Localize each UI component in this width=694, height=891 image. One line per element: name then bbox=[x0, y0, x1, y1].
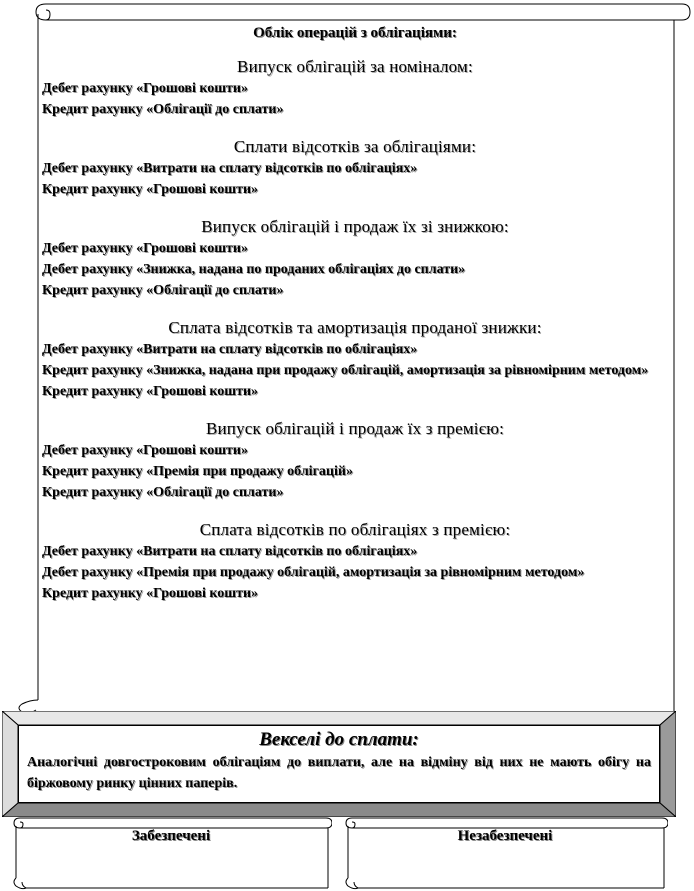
entry-line: Дебет рахунку «Грошові кошти» bbox=[42, 241, 248, 256]
entry-line: Кредит рахунку «Облігації до сплати» bbox=[42, 485, 284, 500]
section-discount-amortization bbox=[42, 317, 668, 402]
entry-line: Дебет рахунку «Знижка, надана по проданих облігаціях до сплати» bbox=[42, 262, 466, 277]
entry-line: Дебет рахунку «Витрати на сплату відсотків по облігаціях» bbox=[42, 161, 418, 176]
section-par-issue bbox=[42, 56, 668, 120]
entry-line: Кредит рахунку «Облігації до сплати» bbox=[42, 102, 284, 117]
bills-payable-content bbox=[18, 725, 660, 803]
entry-line: Дебет рахунку «Премія при продажу облігацій, амортизація за рівномірним методом» bbox=[42, 565, 585, 580]
secured-scroll bbox=[10, 816, 332, 890]
entry-line: Кредит рахунку «Грошові кошти» bbox=[42, 182, 259, 197]
section-title: Випуск облігацій і продаж їх зі знижкою: bbox=[201, 217, 509, 236]
unsecured-label: Незабезпечені bbox=[457, 828, 553, 844]
entry-line: Кредит рахунку «Облігації до сплати» bbox=[42, 283, 284, 298]
entry-line: Дебет рахунку «Витрати на сплату відсотків по облігаціях» bbox=[42, 544, 418, 559]
bond-operations-block bbox=[42, 22, 668, 620]
secured-label: Забезпечені bbox=[131, 828, 211, 844]
entry-line: Дебет рахунку «Витрати на сплату відсотків по облігаціях» bbox=[42, 342, 418, 357]
entry-line: Дебет рахунку «Грошові кошти» bbox=[42, 443, 248, 458]
bills-payable-text: Аналогічні довгостроковим облігаціям до виплати, але на відміну від них не мають обігу на біржовому ринку цінних паперів. bbox=[27, 755, 651, 791]
entry-line: Кредит рахунку «Знижка, надана при продажу облігацій, амортизація за рівномірним методом» bbox=[42, 363, 649, 378]
bills-payable-box bbox=[2, 711, 676, 817]
section-title: Випуск облігацій за номіналом: bbox=[237, 57, 473, 76]
section-title: Випуск облігацій і продаж їх з премією: bbox=[205, 419, 505, 438]
section-title: Сплати відсотків за облігаціями: bbox=[233, 137, 477, 156]
entry-line: Кредит рахунку «Грошові кошти» bbox=[42, 384, 259, 399]
section-interest-payment bbox=[42, 136, 668, 200]
entry-line: Кредит рахунку «Премія при продажу облігацій» bbox=[42, 464, 353, 479]
section-title: Сплата відсотків по облігаціях з премією: bbox=[199, 520, 511, 539]
entry-line: Дебет рахунку «Грошові кошти» bbox=[42, 81, 248, 96]
section-premium-issue bbox=[42, 418, 668, 503]
section-discount-issue bbox=[42, 216, 668, 301]
unsecured-scroll bbox=[342, 816, 668, 890]
entry-line: Кредит рахунку «Грошові кошти» bbox=[42, 586, 259, 601]
section-title: Сплата відсотків та амортизація проданої знижки: bbox=[168, 318, 542, 337]
section-premium-interest bbox=[42, 519, 668, 604]
main-title: Облік операцій з облігаціями: bbox=[253, 25, 457, 41]
bills-payable-title: Векселі до сплати: bbox=[259, 729, 419, 750]
